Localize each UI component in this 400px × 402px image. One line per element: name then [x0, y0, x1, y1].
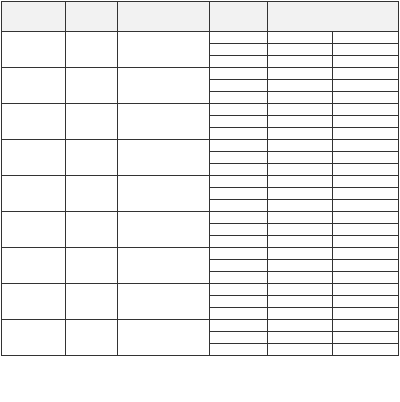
- battle-type-cell: [118, 140, 210, 176]
- general-cell: [268, 320, 333, 332]
- general-cell: [333, 44, 399, 56]
- general-cell: [268, 260, 333, 272]
- formation-cell: [210, 56, 268, 68]
- formation-cell: [210, 68, 268, 80]
- formation-cell: [210, 116, 268, 128]
- date-cell: [2, 248, 66, 284]
- general-cell: [333, 320, 399, 332]
- table-row: [2, 68, 399, 80]
- formation-cell: [210, 344, 268, 356]
- formation-cell: [210, 320, 268, 332]
- formation-cell: [210, 128, 268, 140]
- date-cell: [2, 284, 66, 320]
- general-cell: [268, 164, 333, 176]
- general-cell: [333, 332, 399, 344]
- general-cell: [268, 116, 333, 128]
- matchup-cell: [66, 248, 118, 284]
- general-cell: [333, 308, 399, 320]
- formation-cell: [210, 188, 268, 200]
- table-row: [2, 140, 399, 152]
- general-cell: [268, 272, 333, 284]
- formation-cell: [210, 272, 268, 284]
- formation-cell: [210, 44, 268, 56]
- general-cell: [333, 224, 399, 236]
- formation-cell: [210, 104, 268, 116]
- table-row: [2, 104, 399, 116]
- general-cell: [268, 32, 333, 44]
- formation-cell: [210, 248, 268, 260]
- general-cell: [333, 260, 399, 272]
- general-cell: [268, 68, 333, 80]
- matchup-cell: [66, 284, 118, 320]
- header-cell: [210, 2, 268, 32]
- formation-cell: [210, 176, 268, 188]
- battle-type-cell: [118, 32, 210, 68]
- formation-cell: [210, 164, 268, 176]
- general-cell: [268, 332, 333, 344]
- date-cell: [2, 104, 66, 140]
- general-cell: [333, 140, 399, 152]
- general-cell: [333, 212, 399, 224]
- general-cell: [333, 32, 399, 44]
- table-row: [2, 248, 399, 260]
- formation-cell: [210, 308, 268, 320]
- general-cell: [268, 296, 333, 308]
- battle-type-cell: [118, 212, 210, 248]
- battle-type-cell: [118, 284, 210, 320]
- general-cell: [268, 344, 333, 356]
- formation-cell: [210, 284, 268, 296]
- general-cell: [268, 104, 333, 116]
- battle-type-cell: [118, 68, 210, 104]
- general-cell: [333, 200, 399, 212]
- general-cell: [268, 284, 333, 296]
- general-cell: [268, 248, 333, 260]
- general-cell: [333, 344, 399, 356]
- matchup-cell: [66, 176, 118, 212]
- header-cell: [2, 2, 66, 32]
- date-cell: [2, 140, 66, 176]
- matchup-cell: [66, 32, 118, 68]
- general-cell: [333, 248, 399, 260]
- formation-cell: [210, 200, 268, 212]
- battle-type-cell: [118, 176, 210, 212]
- battle-type-cell: [118, 320, 210, 356]
- general-cell: [333, 272, 399, 284]
- formation-cell: [210, 236, 268, 248]
- formation-cell: [210, 212, 268, 224]
- general-cell: [268, 200, 333, 212]
- general-cell: [268, 188, 333, 200]
- general-cell: [333, 284, 399, 296]
- general-cell: [268, 152, 333, 164]
- general-cell: [268, 128, 333, 140]
- general-cell: [268, 56, 333, 68]
- formation-cell: [210, 224, 268, 236]
- general-cell: [268, 224, 333, 236]
- battle-type-cell: [118, 248, 210, 284]
- general-cell: [333, 236, 399, 248]
- matchup-cell: [66, 104, 118, 140]
- general-cell: [268, 308, 333, 320]
- date-cell: [2, 68, 66, 104]
- general-cell: [333, 176, 399, 188]
- formation-cell: [210, 332, 268, 344]
- table-row: [2, 176, 399, 188]
- formation-cell: [210, 92, 268, 104]
- header-cell: [268, 2, 399, 32]
- date-cell: [2, 320, 66, 356]
- formation-cell: [210, 32, 268, 44]
- formation-cell: [210, 296, 268, 308]
- header-row: [2, 2, 399, 32]
- matchup-cell: [66, 320, 118, 356]
- general-cell: [268, 176, 333, 188]
- general-cell: [333, 116, 399, 128]
- matchup-cell: [66, 140, 118, 176]
- general-cell: [333, 164, 399, 176]
- table-row: [2, 212, 399, 224]
- formation-cell: [210, 152, 268, 164]
- general-cell: [333, 296, 399, 308]
- battle-type-cell: [118, 104, 210, 140]
- table-row: [2, 320, 399, 332]
- general-cell: [333, 188, 399, 200]
- general-cell: [268, 80, 333, 92]
- formation-cell: [210, 260, 268, 272]
- general-cell: [333, 152, 399, 164]
- general-cell: [268, 92, 333, 104]
- date-cell: [2, 212, 66, 248]
- general-cell: [268, 140, 333, 152]
- table-row: [2, 284, 399, 296]
- general-cell: [268, 236, 333, 248]
- table-row: [2, 32, 399, 44]
- general-cell: [333, 92, 399, 104]
- date-cell: [2, 176, 66, 212]
- general-cell: [333, 68, 399, 80]
- general-cell: [333, 104, 399, 116]
- header-cell: [66, 2, 118, 32]
- formation-cell: [210, 140, 268, 152]
- general-cell: [268, 44, 333, 56]
- matchup-cell: [66, 212, 118, 248]
- general-cell: [333, 56, 399, 68]
- formation-cell: [210, 80, 268, 92]
- general-cell: [333, 80, 399, 92]
- header-cell: [118, 2, 210, 32]
- general-cell: [268, 212, 333, 224]
- matchup-cell: [66, 68, 118, 104]
- general-cell: [333, 128, 399, 140]
- date-cell: [2, 32, 66, 68]
- schedule-table: [1, 1, 399, 356]
